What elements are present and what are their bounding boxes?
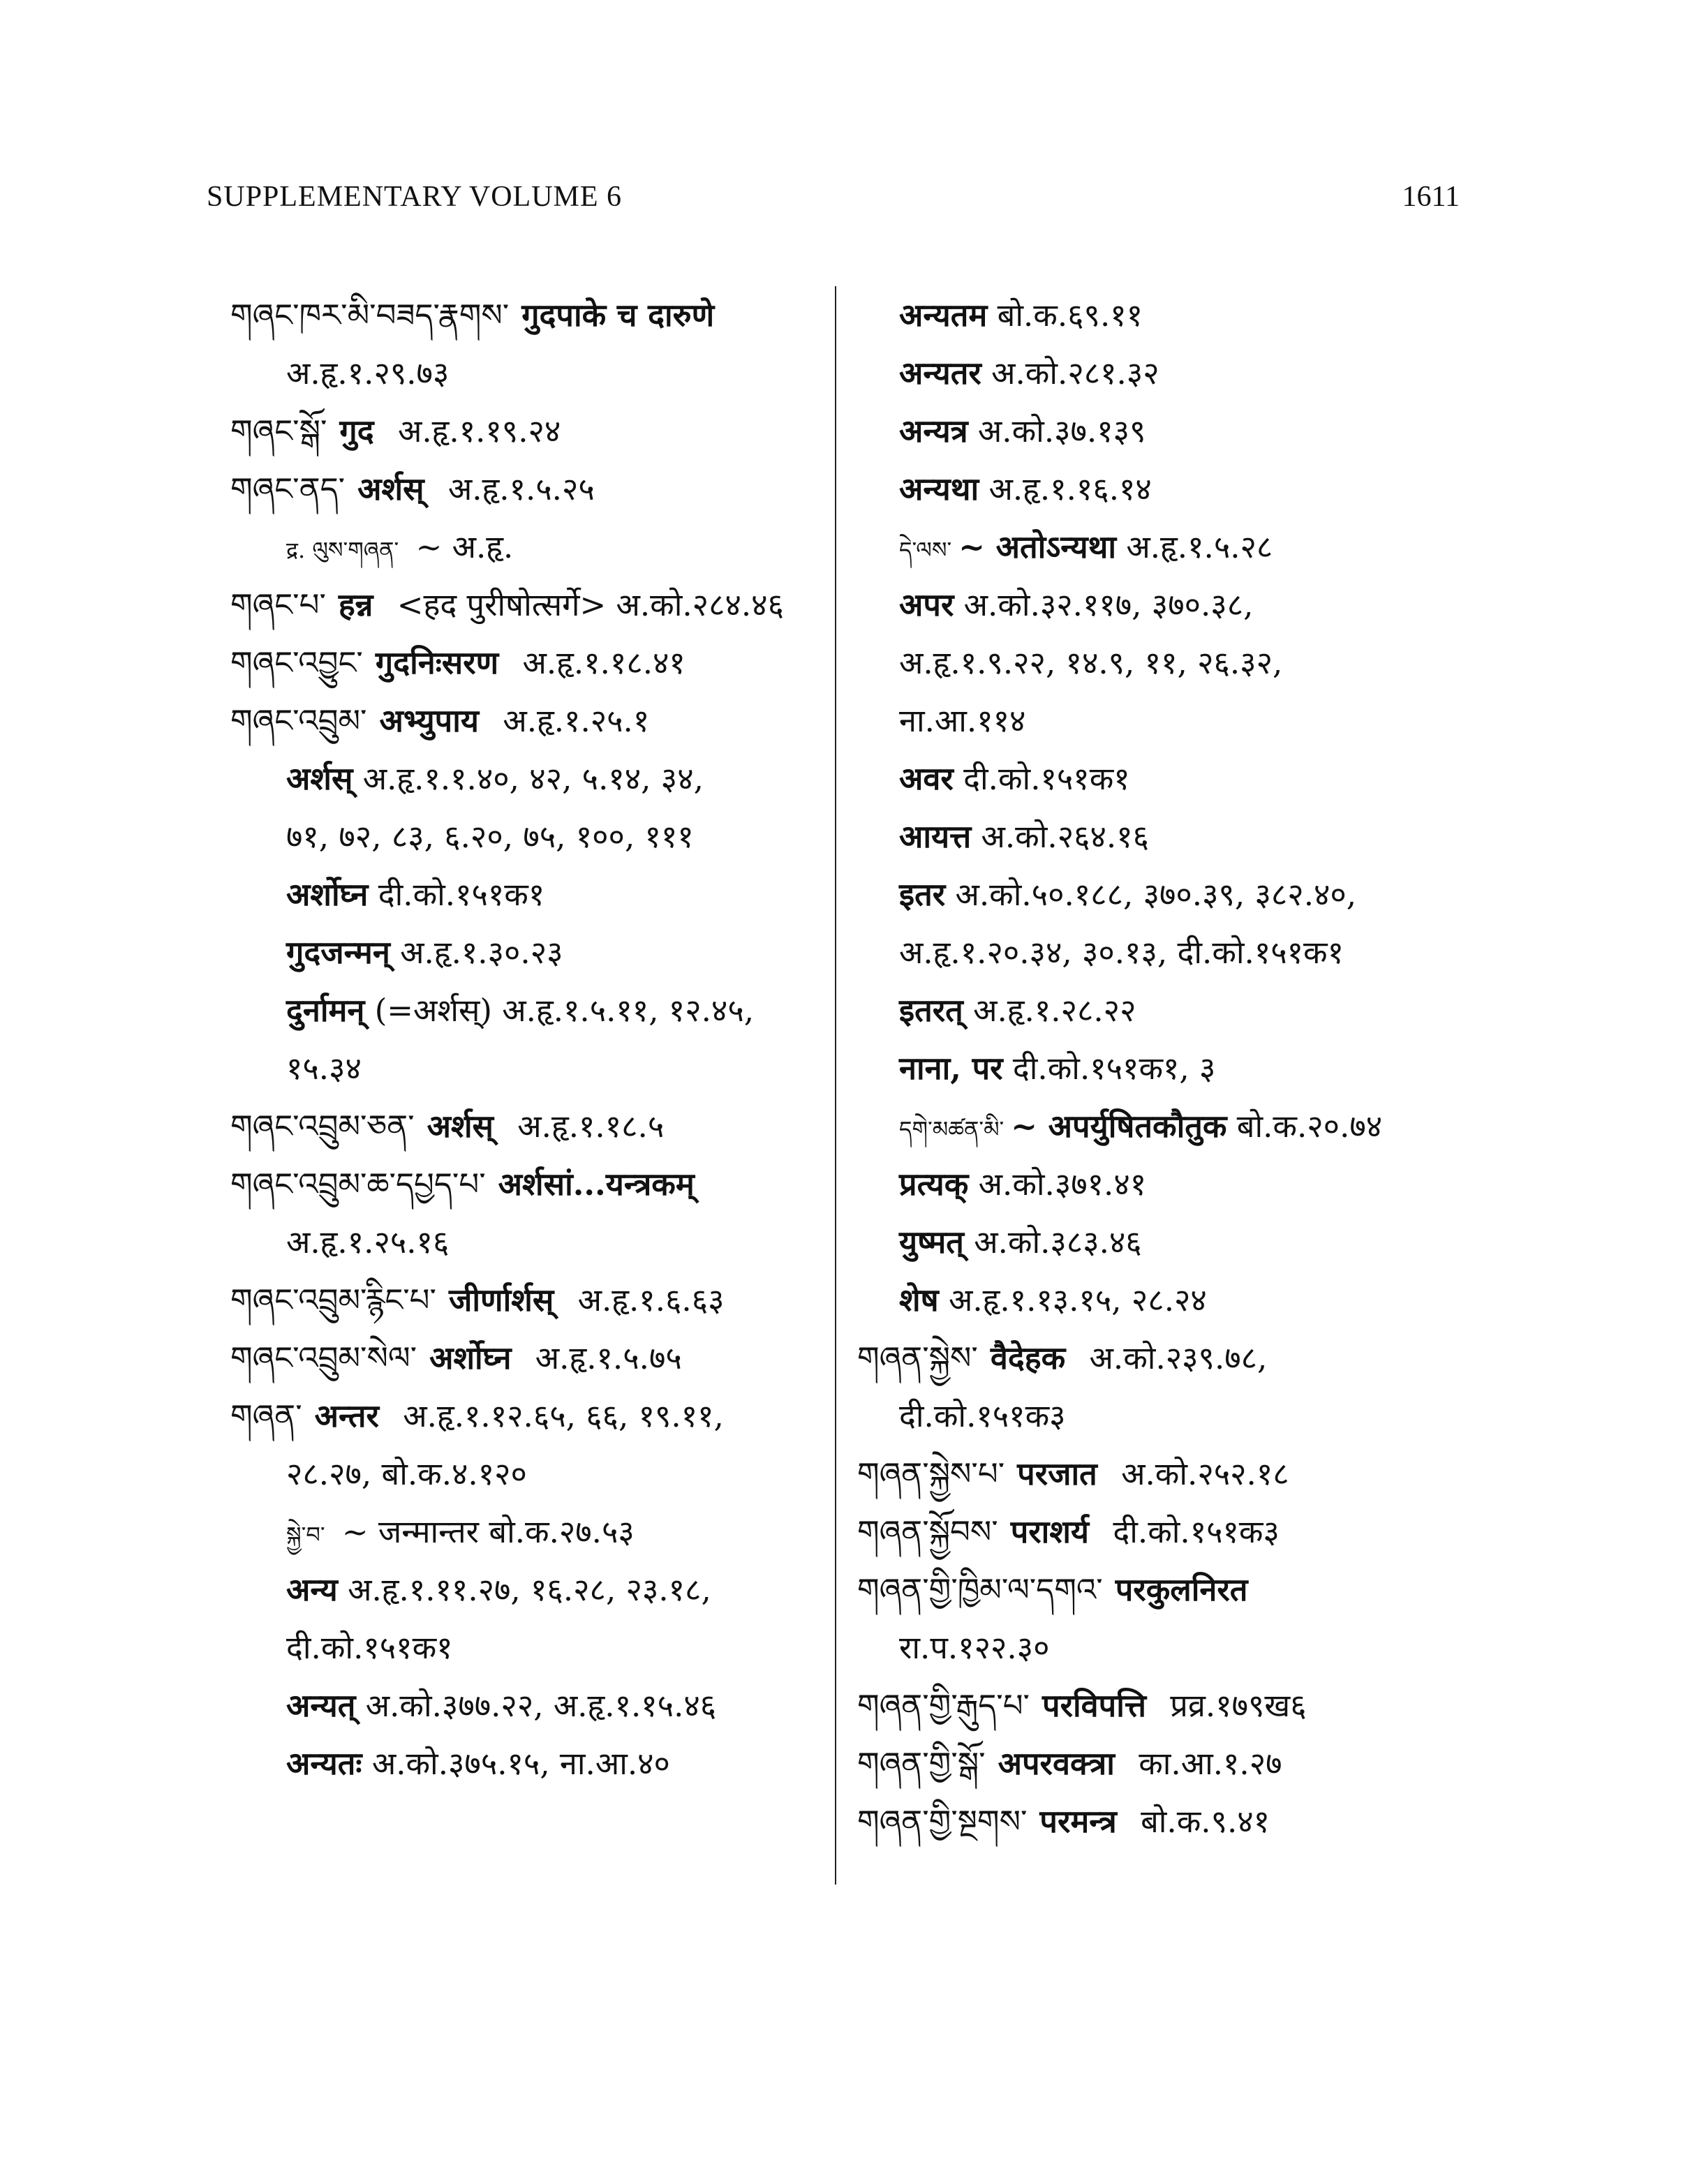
reference: दी.को.१५१क३ — [899, 1397, 1066, 1434]
entry-line — [230, 518, 824, 576]
right-column — [857, 286, 1485, 1850]
entry-line — [230, 1039, 824, 1097]
sanskrit-term: वैदेहक — [990, 1339, 1066, 1376]
entry-line — [857, 1734, 1485, 1792]
sanskrit-term: युष्मत् — [899, 1224, 964, 1261]
reference: ना.आ.११४ — [899, 702, 1026, 739]
entry-line — [857, 1445, 1485, 1503]
reference: अ.को.२३९.७८, — [1089, 1339, 1268, 1376]
entry-line — [230, 1734, 824, 1792]
reference: अ.हृ.१.१८.५ — [517, 1108, 665, 1145]
reference: अ.हृ.१.२९.७३ — [286, 355, 450, 392]
reference: अ.हृ.१.२८.२२ — [973, 992, 1136, 1029]
entry-line — [857, 1619, 1485, 1677]
sanskrit-term: अभ्युपाय — [379, 702, 479, 739]
entry-line — [857, 1387, 1485, 1445]
tibetan-term: གཞང་སྒོ་ — [230, 413, 327, 450]
tibetan-term: དགེ་མཚན་མི་ — [899, 1116, 1005, 1143]
reference: दी.को.१५१क३ — [1113, 1513, 1280, 1550]
reference: अ.हृ.१.१.४०, ४२, ५.१४, ३४, — [362, 760, 704, 797]
sanskrit-term: अर्शसां...यन्त्रकम् — [498, 1166, 695, 1203]
entry-line — [857, 981, 1485, 1039]
tibetan-term: གཞན་ — [230, 1397, 302, 1434]
entry-line — [230, 1213, 824, 1271]
reference: अ.हृ.१.१६.१४ — [988, 470, 1152, 507]
reference: १५.३४ — [286, 1050, 362, 1087]
reference: दी.को.१५१क१, ३ — [1012, 1050, 1216, 1087]
sanskrit-term: गुदपाके च दारुणे — [521, 297, 715, 334]
sanskrit-term: अपरवक्त्रा — [998, 1745, 1115, 1782]
entry-line — [230, 1097, 824, 1155]
tibetan-term: གཞང་པ་ — [230, 586, 326, 623]
reference: बो.क.९.४१ — [1141, 1803, 1270, 1840]
reference: अ.को.३२.११७, ३७०.३८, — [963, 586, 1254, 623]
entry-line — [857, 460, 1485, 518]
reference: दी.को.१५१क१ — [286, 1629, 453, 1666]
entry-line — [230, 808, 824, 866]
left-column — [230, 286, 824, 1792]
sanskrit-term: अन्यथा — [899, 470, 979, 507]
tibetan-term: གཞང་འབྲུམ་སེལ་ — [230, 1339, 417, 1376]
entry-line — [230, 286, 824, 344]
sanskrit-term: हन्न — [338, 586, 373, 623]
sanskrit-term: अर्शस् — [427, 1108, 494, 1145]
sanskrit-term: अर्शोघ्न — [286, 876, 369, 913]
sanskrit-term: गुद — [339, 413, 374, 450]
sanskrit-term: अर्शोघ्न — [429, 1339, 512, 1376]
reference: अ.को.३८३.४६ — [974, 1224, 1142, 1261]
tibetan-term: གཞང་འབྲུམ་རྙིང་པ་ — [230, 1282, 436, 1318]
reference: बो.क.६९.११ — [997, 297, 1143, 334]
sanskrit-term: अर्शस् — [286, 760, 353, 797]
entry-line — [230, 576, 824, 634]
running-head: SUPPLEMENTARY VOLUME 6 — [207, 181, 623, 213]
sanskrit-term: परमन्त्र — [1039, 1803, 1117, 1840]
entry-line — [230, 1619, 824, 1677]
sanskrit-term: जीर्णार्शस् — [448, 1282, 554, 1318]
sanskrit-term: परकुलनिरत — [1115, 1571, 1248, 1608]
entry-line — [230, 634, 824, 692]
sanskrit-term: अन्यत्र — [899, 413, 968, 450]
entry-line — [857, 286, 1485, 344]
entry-line — [857, 518, 1485, 576]
entry-line — [230, 1677, 824, 1734]
tibetan-term: གཞང་འབྲུམ་ — [230, 702, 367, 739]
reference: अ.को.३७७.२२, अ.हृ.१.१५.४६ — [365, 1687, 717, 1724]
entry-line — [230, 866, 824, 923]
entry-line — [857, 1561, 1485, 1619]
reference: अ.हृ.१.५.७५ — [535, 1339, 682, 1376]
entry-line — [230, 1561, 824, 1619]
entry-line — [857, 402, 1485, 460]
reference: का.आ.१.२७ — [1139, 1745, 1282, 1782]
entry-line — [857, 866, 1485, 923]
entry-line — [230, 1387, 824, 1445]
entry-line — [857, 576, 1485, 634]
reference: अ.हृ.१.२५.१ — [503, 702, 650, 739]
reference: २८.२७, बो.क.४.१२० — [286, 1455, 527, 1492]
entry-line — [230, 1155, 824, 1213]
sanskrit-term: ~ अपर्युषितकौतुक — [1011, 1108, 1227, 1145]
reference: प्रव्र.१७९ख६ — [1170, 1687, 1307, 1724]
column-divider — [835, 286, 836, 1885]
tibetan-term: གཞན་གྱི་སྔགས་ — [857, 1803, 1028, 1840]
sanskrit-term: अन्यतम — [899, 297, 988, 334]
reference: अ.को.२५२.१८ — [1121, 1455, 1289, 1492]
entry-line — [230, 1271, 824, 1329]
entry-line — [230, 750, 824, 808]
reference: अ.हृ.१.११.२७, १६.२८, २३.१८, — [348, 1571, 711, 1608]
sanskrit-term: अन्यतर — [899, 355, 981, 392]
reference: अ.हृ.१.५.२५ — [447, 470, 595, 507]
sanskrit-term: इतर — [899, 876, 946, 913]
sanskrit-term: प्रत्यक् — [899, 1166, 969, 1203]
entry-line — [230, 692, 824, 750]
reference: अ.को.२८१.३२ — [991, 355, 1159, 392]
sanskrit-term: परविपत्ति — [1042, 1687, 1146, 1724]
sanskrit-term: ~ अतोऽन्यथा — [958, 528, 1117, 565]
entry-line — [230, 981, 824, 1039]
tibetan-term: གཞན་གྱི་སྒོ་ — [857, 1745, 986, 1782]
sanskrit-term: अर्शस् — [357, 470, 424, 507]
sanskrit-term: परजात — [1017, 1455, 1097, 1492]
entry-line — [857, 692, 1485, 750]
tibetan-term: གཞན་སྐྱོབས་ — [857, 1513, 998, 1550]
tibetan-term: དེ་ལས་ — [899, 537, 952, 563]
reference: अ.को.३७.१३९ — [977, 413, 1146, 450]
entry-line — [230, 1445, 824, 1503]
page-number: 1611 — [1402, 181, 1460, 213]
sanskrit-term: अन्तर — [314, 1397, 379, 1434]
sanskrit-term: पराशर्य — [1010, 1513, 1090, 1550]
reference: ~ अ.हृ. — [415, 528, 514, 565]
sanskrit-term: गुदनिःसरण — [375, 644, 499, 681]
tibetan-term: གཞན་གྱི་རྒུད་པ་ — [857, 1687, 1030, 1724]
reference: अ.हृ.१.१२.६५, ६६, १९.११, — [403, 1397, 724, 1434]
reference: दी.को.१५१क१ — [963, 760, 1130, 797]
reference: अ.हृ.१.२०.३४, ३०.१३, दी.को.१५१क१ — [899, 934, 1344, 971]
sanskrit-term: अन्य — [286, 1571, 338, 1608]
tibetan-term: གཞང་འབྲུམ་ཅན་ — [230, 1108, 415, 1145]
tibetan-term: གཞན་སྐྱེས་པ་ — [857, 1455, 1005, 1492]
entry-line — [857, 750, 1485, 808]
entry-line — [857, 1271, 1485, 1329]
reference: अ.हृ.१.१३.१५, २८.२४ — [948, 1282, 1207, 1318]
sanskrit-term: दुर्नामन् — [286, 992, 365, 1029]
tibetan-term: གཞན་སྐྱེས་ — [857, 1339, 978, 1376]
reference: दी.को.१५१क१ — [378, 876, 545, 913]
reference: अ.को.३७५.१५, ना.आ.४० — [371, 1745, 670, 1782]
entry-line — [230, 344, 824, 402]
sanskrit-term: आयत्त — [899, 818, 972, 855]
reference: अ.हृ.१.१९.२४ — [397, 413, 561, 450]
tibetan-term: གཞན་གྱི་ཁྱིམ་ལ་དགའ་ — [857, 1571, 1103, 1608]
reference: अ.हृ.१.९.२२, १४.९, ११, २६.३२, — [899, 644, 1283, 681]
sanskrit-term: अन्यत् — [286, 1687, 356, 1724]
entry-line — [230, 402, 824, 460]
sanskrit-term: गुदजन्मन् — [286, 934, 390, 971]
sanskrit-term: अवर — [899, 760, 954, 797]
entry-line — [857, 634, 1485, 692]
reference: अ.को.३७१.४१ — [978, 1166, 1147, 1203]
reference: अ.हृ.१.३०.२३ — [400, 934, 563, 971]
entry-line — [857, 1329, 1485, 1387]
sanskrit-term: शेष — [899, 1282, 939, 1318]
tibetan-term: གཞང་འབྲུམ་ཆ་དཔྱད་པ་ — [230, 1166, 486, 1203]
tibetan-term: གཞང་འབྱུང་ — [230, 644, 363, 681]
entry-line — [230, 1329, 824, 1387]
tibetan-term: द्र. ལུས་གཞན་ — [286, 537, 399, 563]
reference: अ.को.२६४.१६ — [981, 818, 1150, 855]
reference: अ.हृ.१.६.६३ — [577, 1282, 725, 1318]
tibetan-term: གཞང་ཁར་མི་བཟད་རྣགས་ — [230, 297, 510, 334]
reference: रा.प.१२२.३० — [899, 1629, 1050, 1666]
sanskrit-term: अपर — [899, 586, 954, 623]
entry-line — [857, 1677, 1485, 1734]
reference: ७१, ७२, ८३, ६.२०, ७५, १००, १११ — [286, 818, 694, 855]
entry-line — [857, 1503, 1485, 1561]
entry-line — [857, 1097, 1485, 1155]
entry-line — [230, 923, 824, 981]
sanskrit-term: इतरत् — [899, 992, 963, 1029]
reference: <हद पुरीषोत्सर्गे> अ.को.२८४.४६ — [396, 586, 784, 623]
entry-line — [857, 1792, 1485, 1850]
tibetan-term: གཞང་ནད་ — [230, 470, 346, 507]
entry-line — [857, 923, 1485, 981]
reference: बो.क.२०.७४ — [1236, 1108, 1383, 1145]
entry-line — [230, 1503, 824, 1561]
reference: अ.हृ.१.५.२८ — [1126, 528, 1273, 565]
reference: अ.हृ.१.१८.४१ — [522, 644, 685, 681]
entry-line — [857, 1213, 1485, 1271]
reference: अ.को.५०.१८८, ३७०.३९, ३८२.४०, — [955, 876, 1357, 913]
tibetan-term: སྐྱེ་བ་ — [286, 1522, 325, 1548]
sanskrit-term: अन्यतः — [286, 1745, 362, 1782]
entry-line — [857, 1155, 1485, 1213]
entry-line — [857, 808, 1485, 866]
reference: (=अर्शस्) अ.हृ.१.५.११, १२.४५, — [374, 992, 755, 1029]
entry-line — [230, 460, 824, 518]
entry-line — [857, 344, 1485, 402]
entry-line — [857, 1039, 1485, 1097]
sanskrit-term: नाना, पर — [899, 1050, 1003, 1087]
reference: अ.हृ.१.२५.१६ — [286, 1224, 450, 1261]
reference: ~ जन्मान्तर बो.क.२७.५३ — [341, 1513, 635, 1550]
